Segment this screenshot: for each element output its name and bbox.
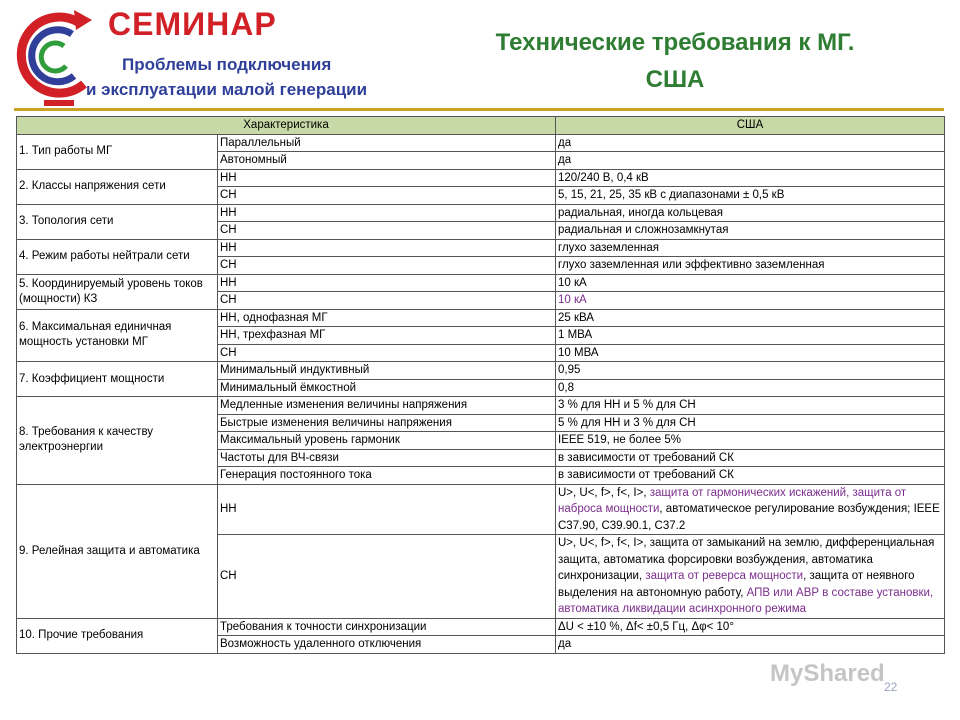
row-subcategory: Медленные изменения величины напряжения [218,397,556,415]
row-value: 5, 15, 21, 25, 35 кВ с диапазонами ± 0,5 кВ [556,187,945,205]
slide-title [440,24,910,98]
row-value: 0,95 [556,362,945,380]
row-value: 10 МВА [556,344,945,362]
value-segment: , автоматическое регулирование возбуждения; IEEE C37.90, C39.90.1, C37.2 [558,503,940,532]
row-value: радиальная и сложнозамкнутая [556,222,945,240]
row-subcategory: Параллельный [218,134,556,152]
row-category: 9. Релейная защита и автоматика [17,484,218,618]
row-value: да [556,134,945,152]
table-row [17,397,945,415]
row-subcategory: НН [218,204,556,222]
table-row [17,204,945,222]
row-category: 7. Коэффициент мощности [17,362,218,397]
row-value: в зависимости от требований СК [556,449,945,467]
row-category: 4. Режим работы нейтрали сети [17,239,218,274]
requirements-table [16,116,945,654]
row-subcategory: Требования к точности синхронизации [218,618,556,636]
row-subcategory: НН, однофазная МГ [218,309,556,327]
title-line-2: США [645,66,705,93]
value-segment: защита от гармонических искажений, защита от наброса мощности [558,486,907,515]
row-subcategory: Минимальный индуктивный [218,362,556,380]
row-value: 5 % для НН и 3 % для СН [556,414,945,432]
row-category: 3. Топология сети [17,204,218,239]
table-row [17,134,945,152]
row-value: 120/240 В, 0,4 кВ [556,169,945,187]
row-subcategory: СН [218,187,556,205]
header-usa: США [556,117,945,135]
table-row [17,274,945,292]
row-category: 5. Координируемый уровень токов (мощности) КЗ [17,274,218,309]
row-value: да [556,636,945,654]
row-subcategory: СН [218,344,556,362]
row-subcategory: Минимальный ёмкостной [218,379,556,397]
row-subcategory: Быстрые изменения величины напряжения [218,414,556,432]
row-category: 6. Максимальная единичная мощность установки МГ [17,309,218,362]
row-value: 1 МВА [556,327,945,345]
row-value: IEEE 519, не более 5% [556,432,945,450]
table-row [17,362,945,380]
divider [14,108,944,111]
table-body [17,134,945,653]
row-subcategory: НН [218,239,556,257]
table-row [17,239,945,257]
row-value: 25 кВА [556,309,945,327]
row-value: 10 кА [556,274,945,292]
value-segment: U>, U<, f>, f<, I>, [558,486,650,499]
row-category: 1. Тип работы МГ [17,134,218,169]
row-subcategory: Автономный [218,152,556,170]
row-subcategory: Максимальный уровень гармоник [218,432,556,450]
table-row [17,618,945,636]
logo-green-arc [41,43,66,71]
row-value: 10 кА [556,292,945,310]
value-segment: АПВ или АВР в составе установки, автоматика ликвидации асинхронного режима [558,586,934,615]
row-subcategory: СН [218,222,556,240]
watermark: MyShared [770,660,885,687]
subtitle-line-2: и эксплуатации малой генерации [86,80,368,99]
row-subcategory: НН [218,484,556,535]
value-segment: U>, U<, f>, f<, I>, защита от замыканий на землю, дифференциальная защита, автоматика форсировки возбуждения, автоматика синхронизации, [558,537,935,582]
row-subcategory: СН [218,535,556,619]
logo-blue-arc [32,30,74,82]
subtitle-line-1: Проблемы подключения [122,55,332,74]
page-number: 22 [884,680,898,694]
logo-arrow [74,10,92,30]
seminar-logo [8,4,98,114]
row-value: 3 % для НН и 5 % для СН [556,397,945,415]
row-subcategory: НН [218,274,556,292]
row-value: глухо заземленная [556,239,945,257]
row-category: 10. Прочие требования [17,618,218,653]
table-row [17,169,945,187]
row-value: да [556,152,945,170]
row-subcategory: НН [218,169,556,187]
row-subcategory: Генерация постоянного тока [218,467,556,485]
table-row [17,309,945,327]
value-segment: , защита от неявного выделения на автономную работу, [558,570,915,599]
row-value: ΔU < ±10 %, Δf< ±0,5 Гц, Δφ< 10° [556,618,945,636]
value-segment: защита от реверса мощности [645,570,804,582]
row-subcategory: СН [218,292,556,310]
row-subcategory: Частоты для ВЧ-связи [218,449,556,467]
row-value: в зависимости от требований СК [556,467,945,485]
row-value: 0,8 [556,379,945,397]
title-line-1: Технические требования к МГ. [495,29,855,56]
row-value [556,535,945,619]
row-subcategory: СН [218,257,556,275]
row-value [556,484,945,535]
row-value: радиальная, иногда кольцевая [556,204,945,222]
row-value: глухо заземленная или эффективно заземленная [556,257,945,275]
row-category: 2. Классы напряжения сети [17,169,218,204]
brand-name: СЕМИНАР [108,6,277,42]
table-row [17,484,945,535]
row-subcategory: Возможность удаленного отключения [218,636,556,654]
row-category: 8. Требования к качеству электроэнергии [17,397,218,485]
row-subcategory: НН, трехфазная МГ [218,327,556,345]
table-header-row [17,117,945,135]
header-characteristic: Характеристика [17,117,556,135]
seminar-subtitle [86,52,368,102]
